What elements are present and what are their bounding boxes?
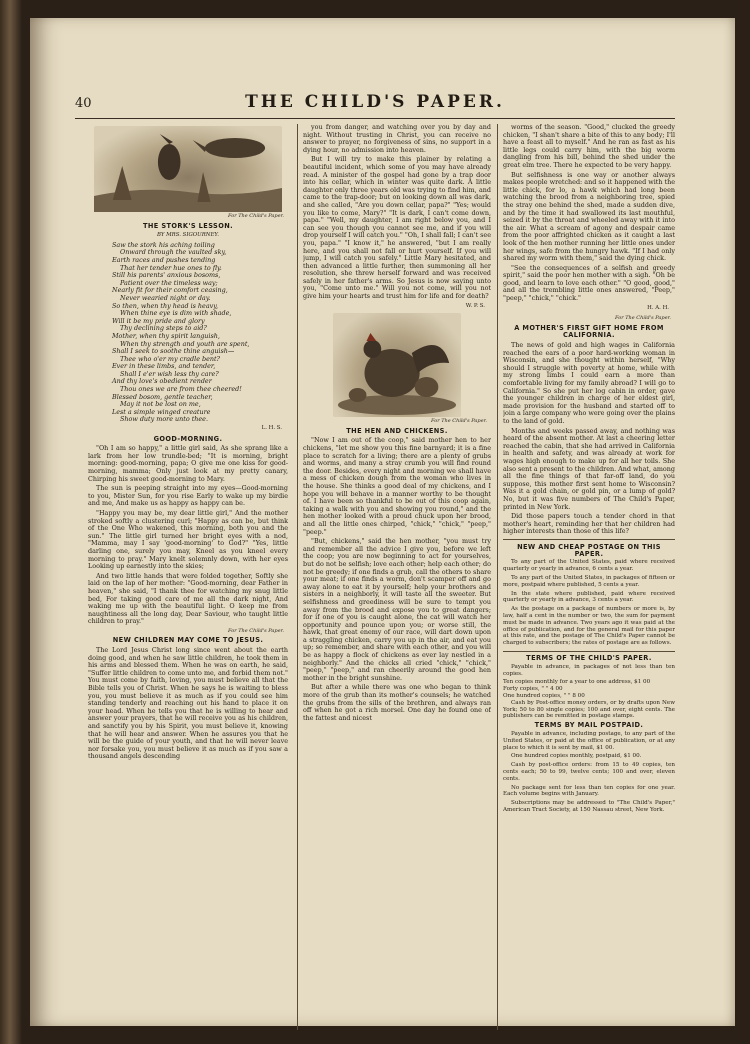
price-line: Ten copies monthly for a year to one address, $1 00: [503, 679, 651, 686]
article-paragraph: But selfishness is one way or another always makes people wretched: and so it happened with the little chick, for lo, a hawk which had long been watching the brood from a neighboring tree, spied the stray one behind the shed, made a sudden dive, and by the time it had swallowed its last mouthful, seized it by the throat and wheeled away with it into the air. What a scream of agony and despair came from the poor affrighted chicken as it caught a last look of the hen mother running her little ones under her wings, safe from the hungry hawk. "If I had only shared my worm with them," said the dying chick.: [503, 170, 675, 263]
notice-title: TERMS OF THE CHILD'S PAPER.: [526, 654, 652, 663]
poem-title: GOOD-MORNING.: [153, 434, 223, 443]
poem-title: THE STORK'S LESSON.: [142, 221, 234, 230]
poem-signature: L. H. S.: [261, 425, 282, 432]
notice-title: TERMS BY MAIL POSTPAID.: [534, 721, 644, 730]
article-paragraph: "Now I am out of the coop," said mother hen to her chickens, "let me show you this fine barnyard; it is a fine place to scratch for a living; there are a plenty of grubs and worms, and many a stray crumb you will find round the door. Besides, every night and morning we shall have a mess of chicken dough from the woman who lives in the house. She thinks a good deal of my chickens, and I hope you will behave in a manner worthy to be thought of. I have been so thankful to be out of this coop again, taking a walk with you and showing you round," and the hen mother looked with a proud chuck upon her brood, and all the little ones chirped, "chick," "chick," "peep," "peep.": [303, 436, 491, 536]
column-rule: [297, 124, 298, 1030]
poem-line: Onward through the vaulted sky,: [120, 248, 227, 257]
notice-paragraph: Payable in advance, in packages of not less than ten copies.: [503, 663, 675, 677]
article-title: THE HEN AND CHICKENS.: [346, 426, 448, 435]
notice-paragraph: One hundred copies monthly, postpaid, $1 00.: [511, 753, 642, 760]
price-line: One hundred copies, " " 8 00: [503, 693, 585, 700]
notice-paragraph: In the state where published, paid where received quarterly or yearly in advance, 3 cents a year.: [503, 590, 675, 604]
article-paragraph: The news of gold and high wages in California reached the ears of a poor hard-working woman in Wisconsin, and she thought within herself, "Why should I struggle with poverty at home, while with my strong limbs I could earn a more than comfortable living for my family abroad? I will go to California." So she put her log cabin in order, gave the younger children in charge of her eldest girl, made provision for the husband and started off to join a large company who were going over the plains to the land of gold.: [503, 341, 675, 425]
poem-line: And thy love's obedient render: [112, 377, 212, 386]
poem-line: Shall I seek to soothe thine anguish—: [112, 347, 235, 356]
mail-terms-notice: [503, 722, 675, 814]
notice-paragraph: Payable in advance, including postage, to any part of the United States, or paid at the office of publication, or at any place to which it is sent by mail, $1 00.: [503, 731, 675, 751]
column-rule: [497, 124, 498, 1030]
article-paragraph: "But, chickens," said the hen mother, "you must try and remember all the advice I give you, before we left the coop; you are now beginning to act for yourselves, but do not be selfish; love each other; help each other; do not be greedy; if one finds a grub, call the others to share your meat; if one finds a worm, don't scamper off and go away alone to eat it by yourself; help your brothers and sisters in a neighborly, it will taste all the sweeter. But selfishness and greediness will be sure to tempt you away from the brood and expose you to great dangers; for if one of you is caught alone, the cat will watch her opportunity and pounce upon you; or worse still, the hawk, that great enemy of our race, will dart down upon a straggling chicken, carry you up in the air, and eat you up; so remember, and share with each other, and you will be as happy a flock of chickens as ever lay nestled in a neighborly." And the chicks all cried "chick," "chick," "peep," "peep," and ran cheerily around the good hen mother in the bright sunshine.: [303, 537, 491, 682]
poem-stanza: "Oh I am so happy," a little girl said, As she sprang like a lark from her low trundle-bed; "It is morning, bright morning: good-morning, papa; O give me one kiss for good-morning, mamma; Only just look at my pretty canary, Chirping his sweet good-morning to Mary.: [88, 444, 288, 483]
article-paragraph: Months and weeks passed away, and nothing was heard of the absent mother. At last a cheering letter reached the cabin, that she had arrived in California in health and safety, and was already at work for wages high enough to make up for all her toils. She also sent a present to the children. And what, among all the fine things of that far-off land, do you suppose, this mother first sent home to Wisconsin? Was it a gold chain, or gold pin, or a lump of gold? No, but it was five numbers of The Child's Paper, printed in New York.: [503, 426, 675, 511]
poem-line: Still his parents' anxious bosoms,: [112, 271, 221, 280]
article-credit: For The Child's Paper.: [615, 315, 671, 322]
poem-line: Thou ones we are from thee cheered!: [120, 385, 242, 394]
notice-title: NEW AND CHEAP POSTAGE ON THIS PAPER.: [517, 542, 661, 558]
column-2: [303, 124, 491, 1030]
poem-line: Mother, when thy spirit languish,: [112, 331, 220, 340]
poem-line: Never wearied night or day.: [120, 293, 211, 302]
postage-notice: [503, 539, 675, 652]
notice-paragraph: Cash by post-office orders: from 15 to 49 copies, ten cents each; 50 to 99, twelve cents; 100 and over, eleven cents.: [503, 762, 675, 782]
poem-line: So then, when thy head is heavy,: [112, 301, 219, 310]
poem-stanza: "Happy you may be, my dear little girl," And the mother stroked softly a clustering curl; "Happy as can be, but think of the One Who wakened, this morning, both you and the sun." The little girl turned her bright eyes with a nod, "Mamma, may I say 'good-morning' to God?" "Yes, little darling one, surely you may, Kneel as you kneel every morning to pray." Mary knelt solemnly down, with her eyes Looking up earnestly into the skies;: [88, 508, 288, 571]
poem-line: Shall I e'er wish less thy care?: [120, 369, 219, 378]
hen-engraving: [333, 313, 461, 417]
page-header: [75, 92, 675, 119]
notice-paragraph: Subscriptions may be addressed to "The Child's Paper," American Tract Society, at 150 Nassau street, New York.: [503, 800, 675, 813]
notice-paragraph: To any part of the United States, paid where received quarterly or yearly in advance, 6 cents a year.: [503, 559, 675, 573]
poem-line: Earth races and pushes tending: [112, 255, 216, 264]
poem-line: Thy declining steps to aid?: [120, 324, 207, 333]
poem-line: Nearly fit for their comfort ceasing,: [112, 286, 228, 295]
article-paragraph: Did those papers touch a tender chord in that mother's heart, reminding her that her children had higher interests than those of this life?: [503, 512, 675, 536]
poem-line: Will it be my pride and glory: [112, 316, 205, 325]
column-1: [88, 124, 288, 1030]
poem-stanza: The sun is peeping straight into my eyes—Good-morning to you, Mister Sun, for you rise Early to wake up my birdie and me, And make us as happy as happy can be.: [88, 484, 288, 508]
poem-stanza: And two little hands that were folded together, Softly she laid on the lap of her mother: "Good-morning, dear Father in heaven," she said, "I thank thee for watching my snug little bed, For taking good care of me all the dark night, And waking me up with the beautiful light. O keep me from naughtiness all the long day, Dear Saviour, who taught little children to pray.": [88, 571, 288, 626]
engraving-credit: For The Child's Paper.: [431, 418, 487, 425]
article-paragraph: The Lord Jesus Christ long since went about the earth doing good, and when he saw little children, he took them in his arms and blessed them. When he was on earth, he said, "Suffer little children to come unto me, and forbid them not." You must come by faith, loving, you must believe all that the Bible tells you of Christ. When he says he is waiting to bless you, you must believe it as much as if you could see him standing tenderly and reaching out his hand to place it on your head. When he tells you that he is willing to hear and answer your prayers, that he will receive you as his children, and sanctify you by his Spirit, you must believe it, knowing that he will hear and answer. When he assures you that he will be the guide of your youth, and that he will never leave nor forsake you, you must believe it as much as if you saw a thousand angels descending: [88, 646, 288, 761]
poem-line: May it not be lost on me,: [120, 400, 201, 409]
article-title: A MOTHER'S FIRST GIFT HOME FROM CALIFORNIA.: [514, 323, 664, 340]
poem-line: Blessed bosom, gentle teacher,: [112, 392, 213, 401]
article-paragraph: But I will try to make this plainer by relating a beautiful incident, which some of you may have already read. A minister of the gospel had gone by a trap door into his cellar, which in winter was quite dark. A little daughter only three years old was trying to find him, and came to the trap-door; but on looking down all was dark, and she called, "Are you down cellar, papa?" "Yes; would you like to come, Mary?" "It is dark, I can't come down, papa." "Well, my daughter, I am right below you, and I can see you though you cannot see me, and if you will drop yourself I will catch you." "Oh, I shall fall; I can't see you, papa." "I know it," he answered, "but I am really here, and you shall not fall or hurt yourself. If you will jump, I will catch you safely." Little Mary hesitated, and then advanced a little further, then summoning all her resolution, she threw herself forward and was received safely in her father's arms. So Jesus is now saying unto you, "Come unto me." Will you not come, will you not give him your hearts and trust him for life and for death?: [303, 155, 491, 301]
poem-line: Saw the stork his aching toiling: [112, 240, 215, 249]
poem-byline: BY MRS. SIGOURNEY.: [156, 232, 220, 239]
article-paragraph: you from danger, and watching over you by day and night. Without trusting in Christ, you can receive no answer to prayer, no forgiveness of sins, no support in a dying hour, no admission into heaven.: [303, 124, 491, 154]
article-signature: H. A. H.: [647, 304, 669, 311]
engraving-credit: For The Child's Paper.: [228, 213, 284, 219]
stork-engraving: [94, 126, 282, 212]
article-signature: W. P. S.: [465, 302, 485, 309]
notice-paragraph: As the postage on a package of numbers or more is, by law, half a cent in the number or two, the sum for payment must be made in advance. Two years ago it was paid at the office of publication, and for the general mail for this paper at this rate, and the postage of The Child's Paper cannot be charged to subscribers; the rates of postage are as follows.: [503, 606, 675, 647]
poem-line: Patient over the timeless way;: [120, 278, 218, 287]
poem-line: Show duty more unto thee.: [120, 415, 208, 424]
poem-line: Thee who o'er my cradle bent?: [120, 354, 220, 363]
poem-line: Ever in these limbs, and tender,: [112, 362, 216, 371]
article-title: NEW CHILDREN MAY COME TO JESUS.: [112, 636, 264, 645]
notice-paragraph: No package sent for less than ten copies for one year. Each volume begins with January.: [503, 784, 675, 798]
notice-paragraph: Cash by Post-office money orders, or by drafts upon New York; 50 to 80 single copies; 100 and over, eight cents. The publishers can be remitted in postage stamps.: [503, 699, 675, 720]
article-paragraph: But after a while there was one who began to think more of the grub than its mother's counsels; he watched the grubs from the sills of the brethren, and always ran off when he got a rich morsel. One day he found one of the fattest and nicest: [303, 683, 491, 722]
article-paragraph: "See the consequences of a selfish and greedy spirit," said the poor hen mother with a sigh. "Oh be good, and learn to love each other." "O good, good," and all the trembling little ones answered, "Peep," "peep," "chick," "chick.": [503, 263, 675, 303]
page-number: 40: [75, 96, 92, 111]
price-line: Forty copies, " " 4 00: [503, 686, 563, 693]
poem-line: When thine eye is dim with shade,: [120, 309, 232, 318]
stork-poem: [88, 242, 288, 424]
article-paragraph: worms of the season. "Good," clucked the greedy chicken, "I shan't share a bite of this to any body; I'll have a feast all to myself." And he ran as fast as his little legs could carry him, with the big worm dangling from his bill, behind the shed under the great elm tree. There he expected to be very happy.: [503, 124, 675, 169]
masthead-title: THE CHILD'S PAPER.: [245, 92, 505, 112]
poem-line: Lest a simple winged creature: [112, 407, 211, 416]
column-3: [503, 124, 675, 1030]
terms-notice: [503, 655, 675, 720]
poem-line: That her tender hue ones to fly.: [120, 263, 222, 272]
poem-line: When thy strength and youth are spent,: [120, 339, 250, 348]
article-credit: For The Child's Paper.: [228, 627, 284, 634]
notice-paragraph: To any part of the United States, in packages of fifteen or more, postpaid where published, 5 cents a year.: [503, 575, 675, 588]
